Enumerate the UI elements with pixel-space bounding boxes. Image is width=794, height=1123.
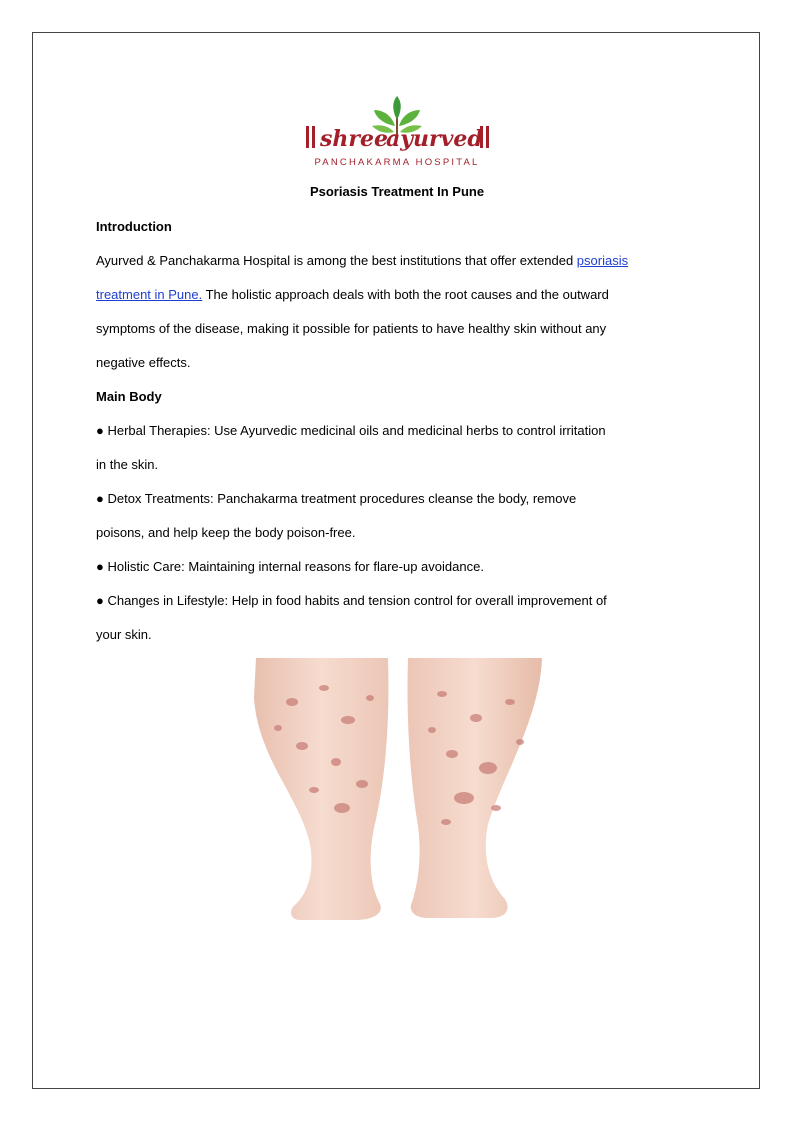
document-title: Psoriasis Treatment In Pune	[309, 184, 485, 199]
intro-text: Ayurved & Panchakarma Hospital is among the best institutions that offer extended	[96, 253, 577, 268]
intro-line-4: negative effects.	[96, 355, 191, 370]
intro-line-1	[96, 252, 666, 269]
intro-text: The holistic approach deals with both the root causes and the outward	[202, 287, 609, 302]
bullet-herbal-line2: in the skin.	[96, 457, 159, 472]
bullet-lifestyle-line2: your skin.	[96, 627, 152, 642]
psoriasis-link-part1[interactable]: psoriasis	[576, 253, 629, 268]
main-body-heading: Main Body	[96, 389, 162, 404]
psoriasis-link-part2[interactable]: treatment in Pune.	[96, 287, 203, 302]
bullet-holistic-line1: ● Holistic Care: Maintaining internal reasons for flare-up avoidance.	[96, 559, 484, 574]
bullet-herbal-line1: ● Herbal Therapies: Use Ayurvedic medicinal oils and medicinal herbs to control irritation	[96, 423, 606, 438]
bullet-lifestyle-line1: ● Changes in Lifestyle: Help in food habits and tension control for overall improvement of	[96, 593, 607, 608]
bullet-detox-line1: ● Detox Treatments: Panchakarma treatment procedures cleanse the body, remove	[96, 491, 577, 506]
intro-heading: Introduction	[96, 219, 172, 234]
psoriasis-legs-photo	[252, 658, 544, 938]
logo-brand-right: ayurved	[386, 126, 483, 152]
hospital-logo	[300, 92, 494, 172]
logo-subtitle: PANCHAKARMA HOSPITAL	[314, 157, 480, 168]
bullet-detox-line2: poisons, and help keep the body poison-free.	[96, 525, 356, 540]
logo-brand-left: shree	[320, 126, 388, 152]
intro-line-3: symptoms of the disease, making it possible for patients to have healthy skin without any	[96, 321, 607, 336]
logo-graphic	[300, 92, 494, 172]
intro-line-2	[96, 286, 666, 303]
